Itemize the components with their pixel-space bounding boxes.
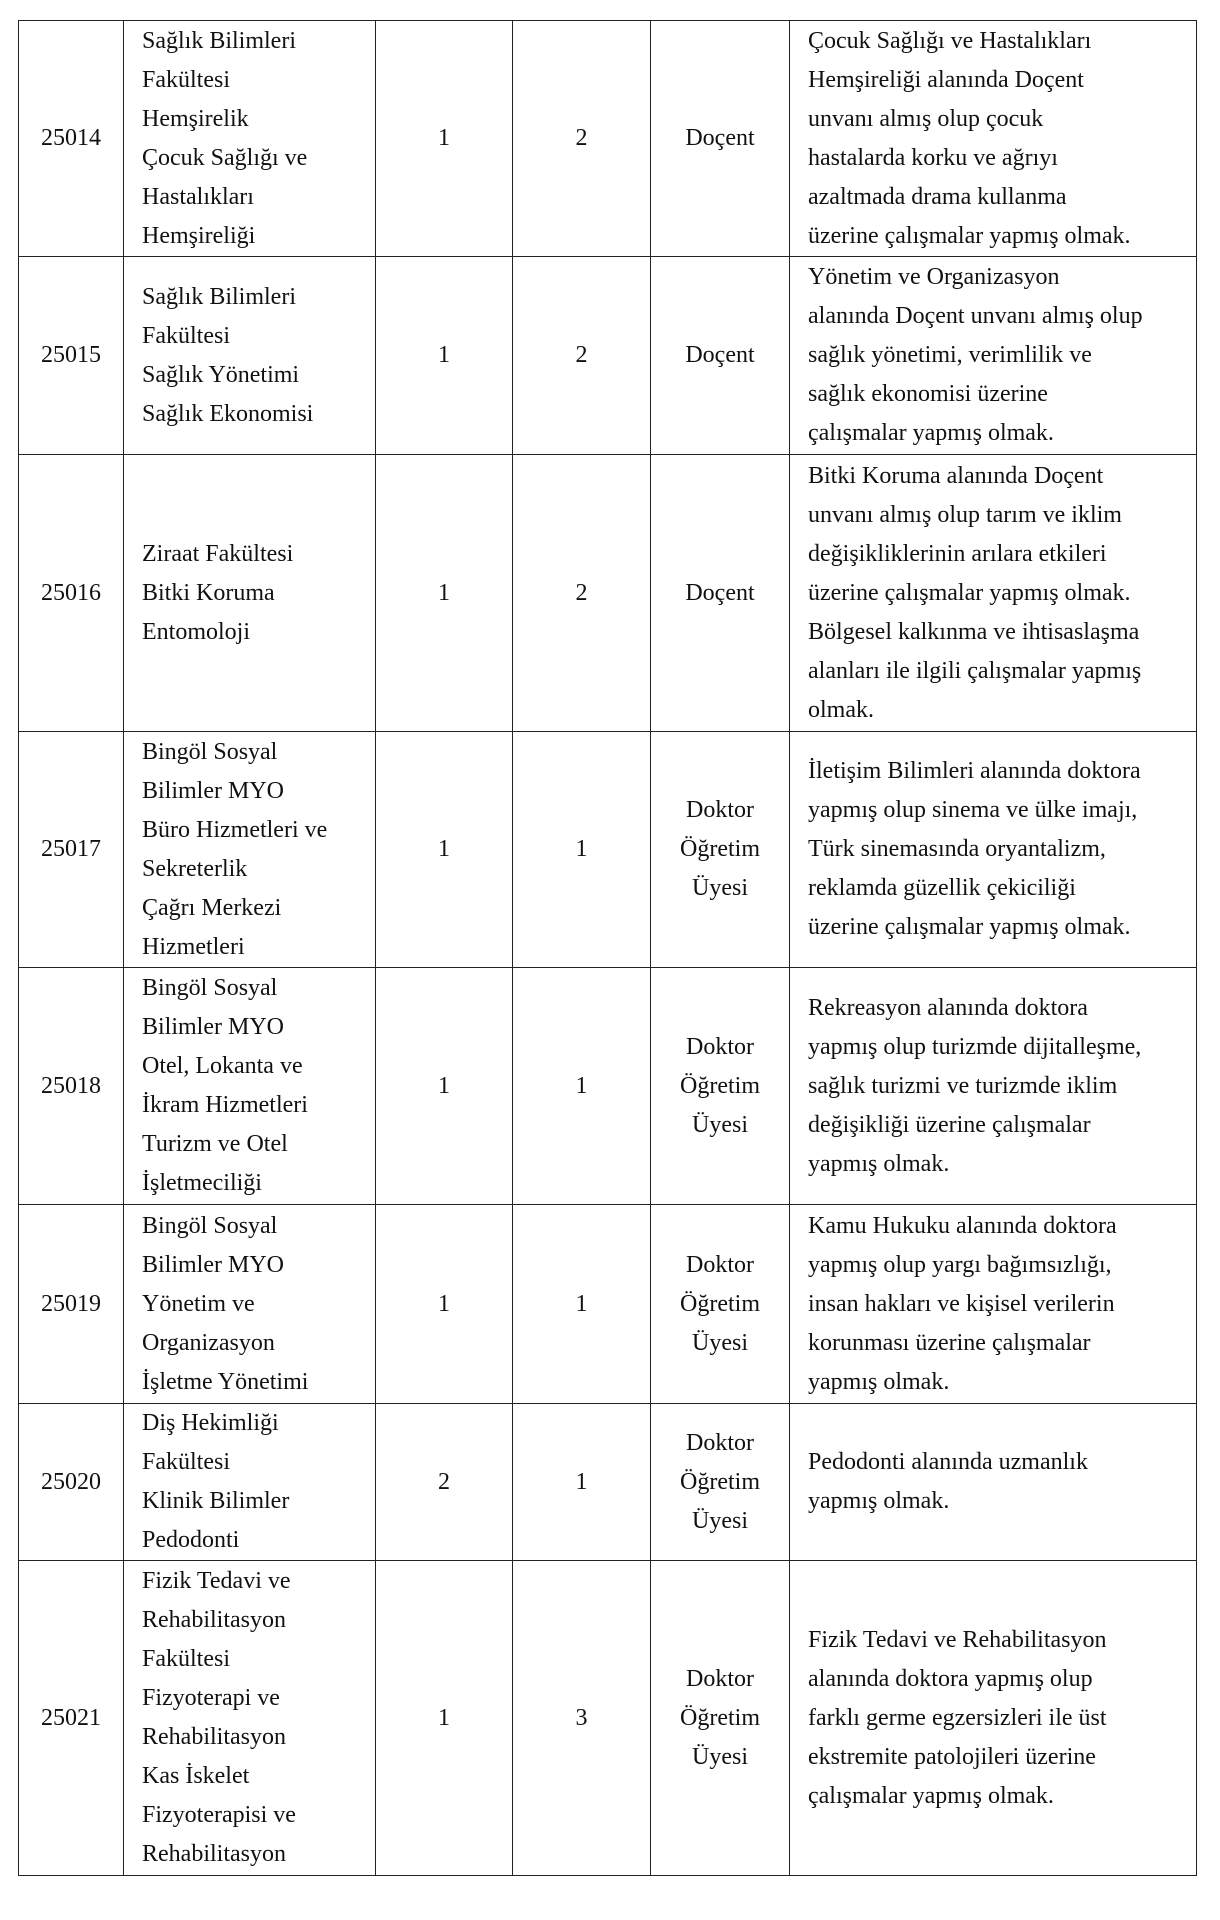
academic-title-line: Üyesi <box>692 1329 748 1356</box>
requirements-cell-line: yapmış olup sinema ve ülke imajı, <box>808 797 1138 823</box>
requirements-cell-line: Fizik Tedavi ve Rehabilitasyon <box>808 1626 1107 1653</box>
position-count: 2 <box>376 1404 513 1561</box>
unit-cell-line: Bingöl Sosyal <box>142 1212 278 1239</box>
unit-cell-line: Kas İskelet <box>142 1763 250 1789</box>
position-code: 25014 <box>19 21 124 257</box>
position-count: 1 <box>376 1561 513 1876</box>
unit-cell-line: İşletme Yönetimi <box>142 1368 309 1395</box>
academic-title-line: Doktor <box>686 1251 754 1278</box>
academic-title <box>651 257 790 455</box>
position-code: 25018 <box>19 968 124 1205</box>
unit-cell <box>124 1404 376 1561</box>
table-row <box>19 21 1197 257</box>
requirements-cell-line: üzerine çalışmalar yapmış olmak. <box>808 914 1131 940</box>
requirements-cell-line: Bitki Koruma alanında Doçent <box>808 462 1104 489</box>
unit-cell-line: Ziraat Fakültesi <box>142 540 294 567</box>
position-count: 1 <box>376 21 513 257</box>
unit-cell-line: Çağrı Merkezi <box>142 894 282 921</box>
table-row <box>19 732 1197 968</box>
academic-title <box>651 1205 790 1404</box>
ka-value: 1 <box>513 732 651 968</box>
requirements-cell-line: yapmış olmak. <box>808 1150 950 1177</box>
requirements-cell-line: yapmış olmak. <box>808 1368 950 1395</box>
requirements-cell-line: unvanı almış olup çocuk <box>808 105 1044 132</box>
requirements-cell-line: değişikliği üzerine çalışmalar <box>808 1111 1091 1138</box>
unit-cell-line: Entomoloji <box>142 618 250 645</box>
academic-title-line: Öğretim <box>680 836 760 862</box>
requirements-cell <box>790 1561 1197 1876</box>
positions-table <box>18 20 1197 1876</box>
unit-cell-line: Rehabilitasyon <box>142 1841 286 1867</box>
requirements-cell-line: Yönetim ve Organizasyon <box>808 264 1060 290</box>
academic-title-line: Öğretim <box>680 1704 760 1731</box>
requirements-cell-line: üzerine çalışmalar yapmış olmak. <box>808 222 1131 249</box>
requirements-cell-line: unvanı almış olup tarım ve iklim <box>808 501 1122 528</box>
academic-title <box>651 1561 790 1876</box>
requirements-cell-line: değişikliklerinin arılara etkileri <box>808 540 1107 567</box>
unit-cell-line: Bilimler MYO <box>142 1014 284 1040</box>
position-count: 1 <box>376 1205 513 1404</box>
unit-cell-line: Hizmetleri <box>142 933 245 960</box>
academic-title-line: Öğretim <box>680 1290 760 1317</box>
requirements-cell-line: insan hakları ve kişisel verilerin <box>808 1290 1115 1317</box>
requirements-cell <box>790 1404 1197 1561</box>
position-code: 25017 <box>19 732 124 968</box>
academic-title-line: Üyesi <box>692 875 748 901</box>
ka-value: 1 <box>513 1205 651 1404</box>
unit-cell <box>124 257 376 455</box>
unit-cell <box>124 1561 376 1876</box>
unit-cell-line: Fakültesi <box>142 322 230 349</box>
requirements-cell-line: Türk sinemasında oryantalizm, <box>808 836 1106 862</box>
unit-cell-line: Rehabilitasyon <box>142 1724 286 1750</box>
requirements-cell-line: ekstremite patolojileri üzerine <box>808 1743 1096 1770</box>
ka-value: 3 <box>513 1561 651 1876</box>
unit-cell-line: Hemşireliği <box>142 222 256 249</box>
requirements-cell-line: Çocuk Sağlığı ve Hastalıkları <box>808 27 1092 54</box>
unit-cell <box>124 455 376 732</box>
position-count: 1 <box>376 968 513 1205</box>
requirements-cell-line: Pedodonti alanında uzmanlık <box>808 1449 1088 1475</box>
requirements-cell-line: alanında Doçent unvanı almış olup <box>808 303 1143 329</box>
academic-title-line: Üyesi <box>692 1111 748 1138</box>
table-row <box>19 257 1197 455</box>
academic-title-line: Üyesi <box>692 1743 748 1770</box>
requirements-cell-line: İletişim Bilimleri alanında doktora <box>808 758 1141 784</box>
unit-cell-line: Hemşirelik <box>142 105 249 132</box>
requirements-cell-line: alanları ile ilgili çalışmalar yapmış <box>808 657 1142 684</box>
requirements-cell-line: sağlık turizmi ve turizmde iklim <box>808 1072 1118 1099</box>
academic-title-line: Doçent <box>685 125 755 151</box>
requirements-cell <box>790 1205 1197 1404</box>
academic-title <box>651 455 790 732</box>
position-code: 25016 <box>19 455 124 732</box>
requirements-cell-line: hastalarda korku ve ağrıyı <box>808 144 1058 171</box>
unit-cell-line: İşletmeciliği <box>142 1170 262 1196</box>
academic-title-line: Doktor <box>686 1665 754 1692</box>
position-count: 1 <box>376 257 513 455</box>
unit-cell-line: Yönetim ve <box>142 1290 255 1317</box>
unit-cell-line: Bingöl Sosyal <box>142 975 278 1001</box>
unit-cell-line: Organizasyon <box>142 1329 275 1356</box>
unit-cell-line: Fakültesi <box>142 1449 230 1475</box>
unit-cell-line: Fizik Tedavi ve <box>142 1568 291 1594</box>
unit-cell-line: Fizyoterapi ve <box>142 1685 280 1711</box>
requirements-cell-line: alanında doktora yapmış olup <box>808 1665 1093 1692</box>
unit-cell-line: Bitki Koruma <box>142 579 275 606</box>
academic-title <box>651 732 790 968</box>
unit-cell-line: Çocuk Sağlığı ve <box>142 144 308 171</box>
requirements-cell-line: olmak. <box>808 696 874 723</box>
position-count: 1 <box>376 455 513 732</box>
requirements-cell-line: sağlık yönetimi, verimlilik ve <box>808 342 1092 368</box>
requirements-cell-line: yapmış olmak. <box>808 1488 950 1514</box>
academic-title-line: Öğretim <box>680 1072 760 1099</box>
unit-cell-line: Bingöl Sosyal <box>142 738 278 765</box>
table-row <box>19 1561 1197 1876</box>
unit-cell-line: Bilimler MYO <box>142 777 284 804</box>
unit-cell-line: Klinik Bilimler <box>142 1488 290 1514</box>
requirements-cell <box>790 732 1197 968</box>
unit-cell-line: Diş Hekimliği <box>142 1410 279 1436</box>
table-row <box>19 455 1197 732</box>
unit-cell-line: Pedodonti <box>142 1527 240 1553</box>
academic-title <box>651 21 790 257</box>
ka-value: 2 <box>513 21 651 257</box>
position-code: 25019 <box>19 1205 124 1404</box>
academic-title-line: Doçent <box>685 342 755 368</box>
unit-cell-line: Hastalıkları <box>142 183 254 210</box>
position-code: 25021 <box>19 1561 124 1876</box>
requirements-cell-line: Bölgesel kalkınma ve ihtisaslaşma <box>808 618 1140 645</box>
requirements-cell-line: Hemşireliği alanında Doçent <box>808 66 1084 93</box>
unit-cell <box>124 732 376 968</box>
academic-title-line: Doktor <box>686 1429 754 1456</box>
unit-cell <box>124 21 376 257</box>
academic-title-line: Doktor <box>686 797 754 823</box>
unit-cell-line: Otel, Lokanta ve <box>142 1053 303 1079</box>
position-count: 1 <box>376 732 513 968</box>
unit-cell-line: Fakültesi <box>142 1646 230 1672</box>
table-row <box>19 968 1197 1205</box>
unit-cell-line: Büro Hizmetleri ve <box>142 816 328 843</box>
ka-value: 1 <box>513 968 651 1205</box>
requirements-cell-line: korunması üzerine çalışmalar <box>808 1329 1091 1356</box>
table-row <box>19 1404 1197 1561</box>
ka-value: 2 <box>513 257 651 455</box>
requirements-cell <box>790 455 1197 732</box>
academic-title <box>651 968 790 1205</box>
academic-title-line: Üyesi <box>692 1507 748 1534</box>
requirements-cell-line: farklı germe egzersizleri ile üst <box>808 1704 1107 1731</box>
requirements-cell-line: Rekreasyon alanında doktora <box>808 994 1088 1021</box>
requirements-cell-line: yapmış olup turizmde dijitalleşme, <box>808 1033 1142 1060</box>
ka-value: 1 <box>513 1404 651 1561</box>
unit-cell-line: Fizyoterapisi ve <box>142 1802 296 1828</box>
requirements-cell-line: çalışmalar yapmış olmak. <box>808 420 1054 446</box>
requirements-cell-line: sağlık ekonomisi üzerine <box>808 381 1048 407</box>
academic-title-line: Doçent <box>685 579 755 606</box>
table-row <box>19 1205 1197 1404</box>
requirements-cell-line: reklamda güzellik çekiciliği <box>808 875 1076 901</box>
unit-cell-line: Sağlık Bilimleri <box>142 283 296 310</box>
requirements-cell-line: azaltmada drama kullanma <box>808 183 1067 210</box>
ka-value: 2 <box>513 455 651 732</box>
position-code: 25020 <box>19 1404 124 1561</box>
requirements-cell-line: üzerine çalışmalar yapmış olmak. <box>808 579 1131 606</box>
requirements-cell <box>790 21 1197 257</box>
academic-title-line: Öğretim <box>680 1468 760 1495</box>
academic-title <box>651 1404 790 1561</box>
unit-cell-line: Turizm ve Otel <box>142 1131 288 1157</box>
academic-title-line: Doktor <box>686 1033 754 1060</box>
requirements-cell <box>790 257 1197 455</box>
unit-cell <box>124 968 376 1205</box>
unit-cell-line: Bilimler MYO <box>142 1251 284 1278</box>
position-code: 25015 <box>19 257 124 455</box>
requirements-cell <box>790 968 1197 1205</box>
requirements-cell-line: yapmış olup yargı bağımsızlığı, <box>808 1251 1112 1278</box>
unit-cell-line: Sağlık Bilimleri <box>142 27 296 54</box>
unit-cell-line: Rehabilitasyon <box>142 1607 286 1633</box>
unit-cell-line: Sekreterlik <box>142 855 248 882</box>
unit-cell-line: İkram Hizmetleri <box>142 1092 308 1118</box>
requirements-cell-line: çalışmalar yapmış olmak. <box>808 1782 1054 1809</box>
unit-cell <box>124 1205 376 1404</box>
unit-cell-line: Fakültesi <box>142 66 230 93</box>
unit-cell-line: Sağlık Yönetimi <box>142 361 300 388</box>
requirements-cell-line: Kamu Hukuku alanında doktora <box>808 1212 1117 1239</box>
unit-cell-line: Sağlık Ekonomisi <box>142 400 314 427</box>
